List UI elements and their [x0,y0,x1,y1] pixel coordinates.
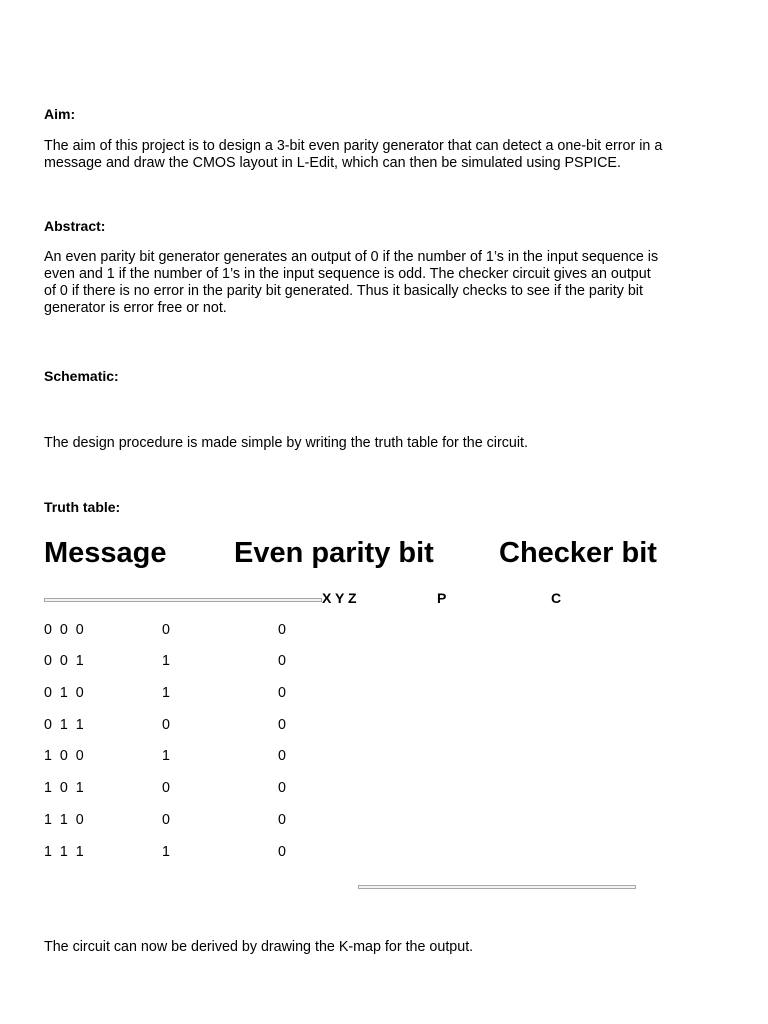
col-header-p: P [437,590,447,606]
row-parity: 0 [162,717,170,733]
col-header-c: C [551,590,562,606]
row-checker: 0 [278,748,286,764]
row-parity: 0 [162,780,170,796]
row-checker: 0 [278,685,286,701]
row-checker: 0 [278,653,286,669]
row-checker: 0 [278,844,286,860]
abstract-heading: Abstract: [44,218,106,234]
row-checker: 0 [278,717,286,733]
row-message: 0 1 0 [44,685,84,701]
aim-heading: Aim: [44,106,76,122]
row-parity: 0 [162,812,170,828]
abstract-paragraph [44,249,744,317]
row-checker: 0 [278,812,286,828]
row-checker: 0 [278,622,286,638]
row-parity: 1 [162,844,170,860]
schematic-heading: Schematic: [44,368,119,384]
checker-bit-header: Checker bit [499,537,657,569]
aim-paragraph [44,138,744,172]
row-message: 1 0 1 [44,780,84,796]
table-top-rule [44,598,322,602]
footer-text: The circuit can now be derived by drawing the K-map for the output. [44,939,474,955]
abstract-line: of 0 if there is no error in the parity bit generated. Thus it basically checks to see if the parity bit [44,283,643,299]
row-message: 0 1 1 [44,717,84,733]
row-message: 0 0 0 [44,622,84,638]
even-parity-bit-header: Even parity bit [234,537,434,569]
abstract-line: generator is error free or not. [44,300,227,316]
aim-line: message and draw the CMOS layout in L-Edit, which can then be simulated using PSPICE. [44,155,621,171]
schematic-text: The design procedure is made simple by writing the truth table for the circuit. [44,435,528,451]
abstract-line: An even parity bit generator generates an output of 0 if the number of 1’s in the input sequence is [44,249,659,265]
row-parity: 1 [162,685,170,701]
row-checker: 0 [278,780,286,796]
row-parity: 1 [162,653,170,669]
row-parity: 0 [162,622,170,638]
col-header-xyz: X Y Z [322,590,357,606]
aim-line: The aim of this project is to design a 3-bit even parity generator that can detect a one-bit error in a [44,138,663,154]
row-message: 1 0 0 [44,748,84,764]
table-bottom-rule [358,885,636,889]
row-message: 1 1 1 [44,844,84,860]
message-header: Message [44,537,167,569]
row-message: 0 0 1 [44,653,84,669]
row-message: 1 1 0 [44,812,84,828]
truth-table-heading: Truth table: [44,499,121,515]
row-parity: 1 [162,748,170,764]
abstract-line: even and 1 if the number of 1’s in the input sequence is odd. The checker circuit gives an output [44,266,651,282]
